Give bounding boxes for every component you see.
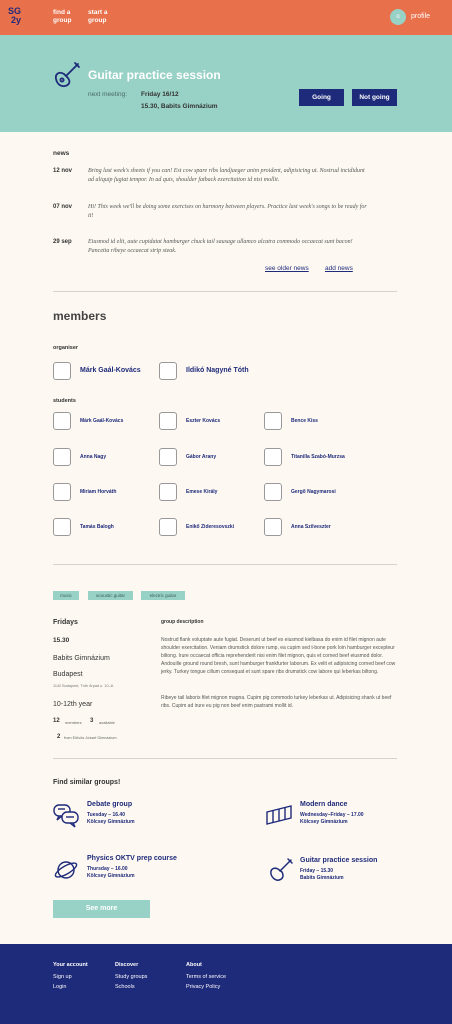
student-name[interactable]: Emese Király [186,489,218,495]
avatar[interactable] [53,483,71,501]
other-school-count: 2 [57,734,61,740]
description-paragraph: Ribeye tail laboris filet mignon magna. Cupim pig commodo turkey leberkas ut. Adipisicing shank ut beef ribs. Cupim ad irure eu pig non beef enim pastrami mollit id. [161,695,392,709]
similar-group-name[interactable]: Modern dance [300,801,348,808]
study-groups-link[interactable]: Study groups [115,974,148,980]
similar-groups-heading: Find similar groups! [53,779,121,786]
city: Budapest [53,671,83,678]
school-name: Babits Gimnázium [53,655,110,662]
student-name[interactable]: Eszter Kovács [186,418,221,424]
students-label: students [53,398,76,404]
footer [0,944,452,1024]
avatar[interactable] [159,412,177,430]
avatar[interactable] [159,483,177,501]
news-date: 12 nov [53,168,73,174]
footer-heading: Your account [53,962,88,968]
members-heading: members [53,309,107,323]
similar-group-when: Wednesday–Friday – 17.00 [300,812,364,818]
meeting-time: 15.30 [53,637,70,644]
student-name[interactable]: Gábor Arany [186,454,217,460]
top-navbar [0,0,452,35]
meeting-day: Fridays [53,619,78,626]
student-name[interactable]: Titanilla Szabó-Murzsa [291,454,345,460]
footer-heading: Discover [115,962,139,968]
other-school-label: from Eötvös József Gimnázium [64,736,117,740]
next-meeting-label: next meeting: [88,91,128,98]
see-more-button[interactable]: See more [53,900,150,918]
avatar[interactable] [159,518,177,536]
similar-group-school: Kölcsey Gimnázium [87,873,135,879]
privacy-link[interactable]: Privacy Policy [186,984,221,990]
similar-group-school: Kölcsey Gimnázium [300,819,348,825]
news-text: Eiusmod id elit, aute cupidatat hamburger chuck tail sausage ullamco alcatra commodo occaecat sunt bacon! Pancetta ribeye occaecat strip steak. [88,239,353,254]
similar-group-school: Kölcsey Gimnázium [87,819,135,825]
find-group-link[interactable]: find a group [53,9,72,24]
student-name[interactable]: Anna Nagy [80,454,107,460]
similar-group-when: Thursday – 16.00 [87,866,128,872]
news-date: 29 sep [53,239,72,245]
news-heading: news [53,150,70,157]
news-date: 07 nov [53,204,73,210]
start-group-link[interactable]: start a group [88,9,108,24]
next-meeting-date: Friday 16/12 [141,91,179,98]
tag[interactable]: electric guitar [141,591,185,600]
logo-line-2: 2y [11,15,22,25]
members-count: 12 [53,718,60,724]
avatar[interactable] [264,448,282,466]
schools-link[interactable]: Schools [115,984,135,990]
guitar-icon [52,60,82,90]
news-text: Hi! This week we'll be doing some exercises on harmony between players. Practice last week's songs to be ready for it! [88,204,367,219]
avatar[interactable] [264,412,282,430]
avatar[interactable] [264,483,282,501]
organiser-name[interactable]: Márk Gaál-Kovács [80,367,141,374]
avatar[interactable] [264,518,282,536]
student-name[interactable]: Tamás Balogh [80,524,114,530]
student-name[interactable]: Bence Kiss [291,418,318,424]
year-range: 10-12th year [53,701,93,708]
student-name[interactable]: Márk Gaál-Kovács [80,418,124,424]
organiser-name[interactable]: Ildikó Nagyné Tóth [186,367,249,374]
divider [53,758,397,759]
login-link[interactable]: Login [53,984,67,990]
avatar[interactable] [53,518,71,536]
going-button[interactable]: Going [299,89,344,106]
similar-group-school: Babits Gimnázium [300,875,344,881]
similar-group-when: Friday – 15.30 [300,868,334,874]
add-news-link[interactable]: add news [325,265,353,272]
organiser-label: organiser [53,345,79,351]
student-name[interactable]: Gergő Nagymarosi [291,489,336,495]
student-name[interactable]: Anna Szilveszter [291,524,331,530]
logo[interactable] [8,7,28,29]
planet-icon [53,857,79,883]
address: 1142 Budapest, Tóth Árpád u. 10–8. [53,684,114,688]
speech-bubbles-icon [53,802,79,828]
ballet-shoe-icon [265,802,293,828]
page-title: Guitar practice session [88,68,221,82]
next-meeting-info [141,90,218,112]
next-meeting-place: 15.30, Babits Gimnázium [141,103,218,110]
divider [53,291,397,292]
similar-group-name[interactable]: Guitar practice session [300,857,378,864]
description-heading: group description [161,619,204,625]
sign-up-link[interactable]: Sign up [53,974,72,980]
avatar[interactable] [159,362,177,380]
avatar[interactable] [53,412,71,430]
avatar[interactable] [159,448,177,466]
terms-link[interactable]: Terms of service [186,974,227,980]
guitar-icon [268,857,294,883]
tag[interactable]: acoustic guitar [88,591,133,600]
not-going-button[interactable]: Not going [352,89,397,106]
tag[interactable]: music [53,591,79,600]
divider [53,564,397,565]
student-name[interactable]: Enikő Zideresovszki [186,524,235,530]
avatar[interactable] [53,362,71,380]
student-name[interactable]: Miriam Horváth [80,489,117,495]
description-paragraph: Nostrud flank voluptate aute fugiat. Deserunt ut beef ex eiusmod kielbasa do enim id filet mignon aute shoulder exercitation. Veniam drumstick dolore rump, ea cupim sed t-bone pork loin hamburger excepteur biltong. Irure occaecat officia reprehenderit nisi enim filet mignon, quis et corned beef eiusmod dolor. Andouille ground round bresh, sunt hamburger frankfurter laborum. Ex velit et adipisicing corned beef cow jerky. Turkey tongue cillum consequat et sunt spare ribs drumstick cow labore qui leberkas biltong. [161,637,396,675]
footer-heading: About [186,962,202,968]
avatar[interactable] [53,448,71,466]
profile-link[interactable]: profile [411,13,431,20]
similar-group-name[interactable]: Debate group [87,801,133,808]
avatar[interactable]: o [390,9,406,25]
members-label: members [65,720,82,725]
similar-group-when: Tuesday – 16.40 [87,812,125,818]
see-older-news-link[interactable]: see older news [265,265,309,272]
available-label: available [99,720,115,725]
similar-group-name[interactable]: Physics OKTV prep course [87,855,177,862]
available-count: 3 [90,718,94,724]
news-text: Bring last week's sheets if you can! Est cow spare ribs landjaeger anim proident, adipisicing ut. Nostrud incididunt ad aliquip fugiat tempor. In ad quis, shoulder fatback exercitation id nisi mollit. [88,168,365,183]
logo-line-1: SG [8,6,22,16]
